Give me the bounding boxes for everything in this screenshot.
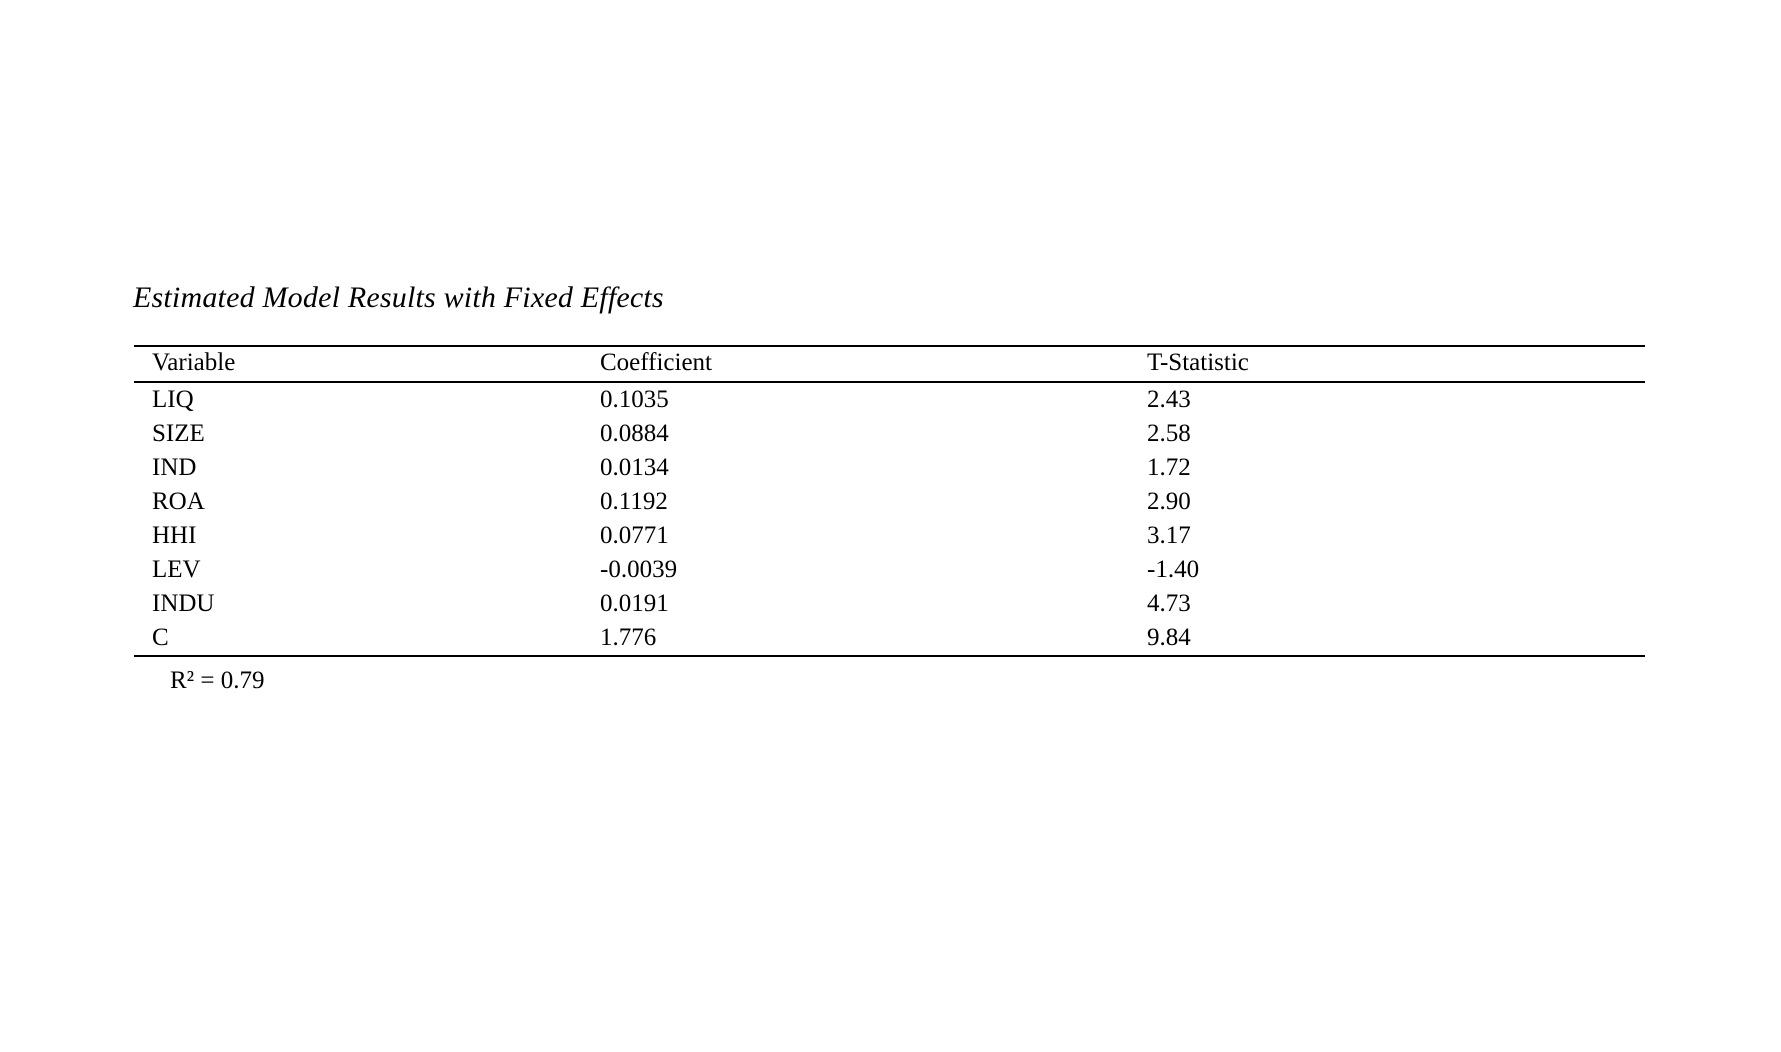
column-header-t-statistic: T-Statistic <box>1147 346 1645 382</box>
table-row <box>134 485 1645 519</box>
cell-variable: LEV <box>152 556 201 583</box>
cell-variable: IND <box>152 454 197 481</box>
table-row <box>134 417 1645 451</box>
cell-t-statistic: 1.72 <box>1147 454 1191 481</box>
table-row <box>134 519 1645 553</box>
cell-t-statistic: 4.73 <box>1147 590 1191 617</box>
cell-variable: C <box>134 621 600 656</box>
cell-coefficient: 0.0191 <box>600 590 669 617</box>
table-body <box>134 382 1645 656</box>
cell-t-statistic: -1.40 <box>1147 556 1200 583</box>
cell-t-statistic: 3.17 <box>1147 522 1191 549</box>
cell-coefficient: 0.1192 <box>600 488 668 515</box>
cell-t-statistic: 9.84 <box>1147 621 1645 656</box>
cell-coefficient: 0.0884 <box>600 420 669 447</box>
cell-variable: INDU <box>152 590 215 617</box>
r-squared-note: R² = 0.79 <box>170 667 265 694</box>
results-table <box>134 345 1645 657</box>
cell-variable: SIZE <box>152 420 205 447</box>
column-header-variable: Variable <box>134 346 600 382</box>
table-header-row <box>134 346 1645 382</box>
cell-coefficient: 0.0771 <box>600 522 669 549</box>
cell-variable: ROA <box>152 488 205 515</box>
cell-coefficient: 0.0134 <box>600 454 669 481</box>
table-row <box>134 553 1645 587</box>
cell-coefficient: -0.0039 <box>600 556 678 583</box>
cell-variable: HHI <box>152 522 197 549</box>
table-header <box>134 346 1645 382</box>
table-row <box>134 382 1645 417</box>
column-header-coefficient: Coefficient <box>600 346 1147 382</box>
table-row <box>134 621 1645 656</box>
table-caption: Estimated Model Results with Fixed Effects <box>133 281 664 314</box>
cell-t-statistic: 2.58 <box>1147 420 1191 447</box>
cell-coefficient: 0.1035 <box>600 386 669 413</box>
cell-t-statistic: 2.43 <box>1147 386 1191 413</box>
table-row <box>134 451 1645 485</box>
cell-variable: LIQ <box>152 386 194 413</box>
cell-coefficient: 1.776 <box>600 621 1147 656</box>
table-row <box>134 587 1645 621</box>
cell-t-statistic: 2.90 <box>1147 488 1191 515</box>
